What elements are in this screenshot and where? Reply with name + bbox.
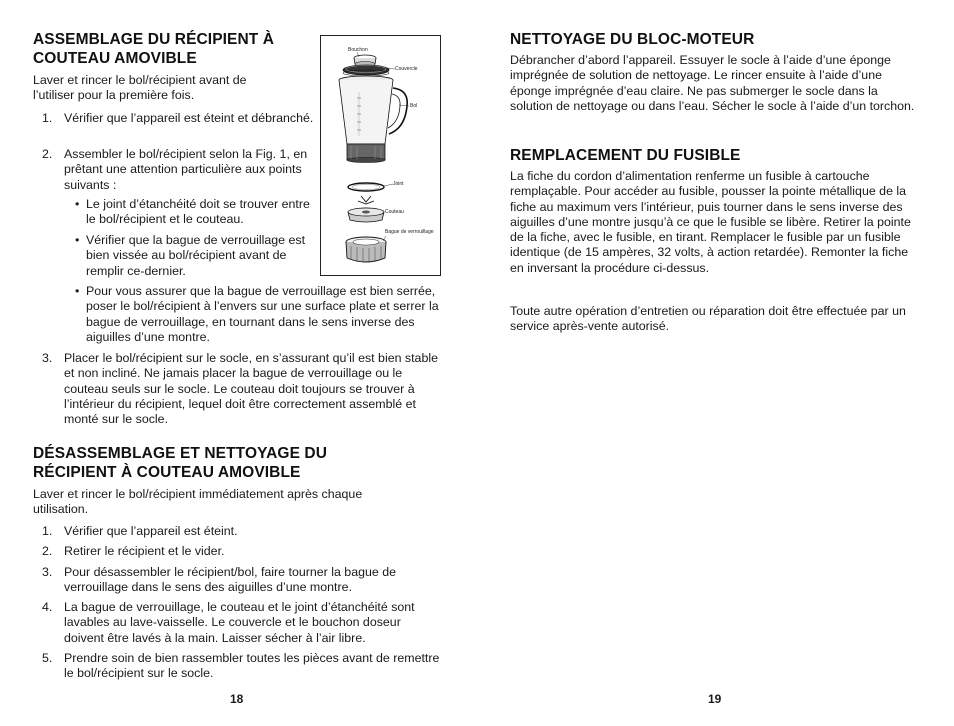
page-number-right: 19 bbox=[708, 692, 722, 706]
blender-jar-exploded-figure bbox=[320, 35, 441, 276]
assemblage-step-3 bbox=[33, 351, 443, 427]
label-couvercle: Couvercle bbox=[395, 66, 418, 72]
step-text: Placer le bol/récipient sur le socle, en s’assurant qu’il est bien stable et non incliné. Ne jamais placer la bague de verrouillage ou le couteau seuls sur le socle. Le couteau doit toujours se trouver à l’intérieur du récipient, lequel doit être correctement assemblé et monté sur le socle. bbox=[64, 351, 438, 427]
blade-shape bbox=[348, 196, 384, 222]
label-bague: Bague de verrouillage bbox=[385, 229, 434, 235]
bullet-text: Pour vous assurer que la bague de verrouillage est bien serrée, poser le bol/récipient à l’envers sur une surface plate et serrer la bague de verrouillage, en tournant dans le sens inverse des aiguilles d’une montre. bbox=[86, 284, 439, 344]
blender-exploded-illustration bbox=[321, 36, 442, 277]
label-bol: Bol bbox=[410, 103, 418, 109]
locking-ring-shape bbox=[346, 237, 386, 263]
list-item bbox=[33, 600, 443, 646]
page-number-left: 18 bbox=[230, 692, 244, 706]
jar-shape bbox=[339, 76, 407, 163]
assemblage-intro: Laver et rincer le bol/récipient avant de l’utiliser pour la première fois. bbox=[33, 73, 247, 103]
assemblage-steps bbox=[33, 111, 315, 126]
list-item bbox=[33, 147, 315, 193]
list-item bbox=[33, 111, 315, 126]
section-heading-desassemblage: DÉSASSEMBLAGE ET NETTOYAGE DU RÉCIPIENT À COUTEAU AMOVIBLE bbox=[33, 445, 328, 481]
lid-shape bbox=[343, 65, 389, 76]
label-couteau: Couteau bbox=[385, 209, 404, 215]
fusible-body: La fiche du cordon d’alimentation renferme un fusible à cartouche remplaçable. Pour accéder au fusible, pousser la pointe métallique de la fiche au maximum vers l’intérieur, puis tourner dans le sens inverse des aiguilles d’une montre jusqu’à ce que le fusible se libère. Retirer la pointe de la fiche, avec le fusible, en tirant. Remplacer le fusible par un fusible identique (de 15 ampères, 32 volts, à action retardée). Remonter la fiche en inversant la procédure ci-dessus. bbox=[510, 169, 911, 275]
list-item bbox=[75, 233, 325, 279]
step-text: Retirer le récipient et le vider. bbox=[64, 544, 225, 559]
bullet-text: Vérifier que la bague de verrouillage est bien vissée au bol/récipient avant de remplir ce-dernier. bbox=[86, 233, 306, 278]
step-text: Pour désassembler le récipient/bol, faire tourner la bague de verrouillage dans le sens des aiguilles d’une montre. bbox=[64, 564, 396, 594]
list-item bbox=[33, 565, 443, 596]
list-item bbox=[33, 651, 443, 682]
gasket-shape bbox=[348, 183, 384, 191]
list-item bbox=[33, 544, 443, 559]
list-item bbox=[75, 197, 315, 228]
section-heading-fusible: REMPLACEMENT DU FUSIBLE bbox=[510, 147, 741, 164]
label-bouchon: Bouchon bbox=[348, 47, 368, 53]
bullet-symbol: • bbox=[75, 284, 80, 298]
step-number: 5. bbox=[42, 651, 53, 666]
step-number: 4. bbox=[42, 600, 53, 615]
step-text: Assembler le bol/récipient selon la Fig. 1, en prêtant une attention particulière aux points suivants : bbox=[64, 147, 308, 192]
service-note: Toute autre opération d’entretien ou réparation doit être effectuée par un service après-vente autorisé. bbox=[510, 304, 906, 334]
desassemblage-steps bbox=[33, 524, 443, 682]
step-text: Vérifier que l’appareil est éteint et débranché. bbox=[64, 111, 314, 125]
section-heading-assemblage: ASSEMBLAGE DU RÉCIPIENT À COUTEAU AMOVIBLE bbox=[33, 31, 275, 67]
list-item bbox=[75, 284, 443, 345]
step-number: 3. bbox=[42, 564, 53, 579]
bullet-1 bbox=[75, 197, 315, 228]
step-number: 1. bbox=[42, 111, 53, 125]
bullet-symbol: • bbox=[75, 197, 80, 211]
step-text: La bague de verrouillage, le couteau et le joint d’étanchéité sont lavables au lave-vaisselle. Le couvercle et le bouchon doseur doivent être lavés à la main. Laisser sécher à l’air libre. bbox=[64, 600, 415, 645]
bullet-text: Le joint d’étanchéité doit se trouver entre le bol/récipient et le couteau. bbox=[86, 197, 310, 227]
bullet-3 bbox=[75, 284, 443, 345]
step-number: 2. bbox=[42, 544, 53, 559]
desassemblage-intro: Laver et rincer le bol/récipient immédiatement après chaque utilisation. bbox=[33, 487, 363, 517]
step-number: 3. bbox=[42, 351, 53, 365]
bullet-2 bbox=[75, 233, 325, 279]
step-number: 1. bbox=[42, 524, 53, 538]
step-text: Vérifier que l’appareil est éteint. bbox=[64, 524, 238, 538]
bullet-symbol: • bbox=[75, 233, 80, 247]
section-heading-nettoyage-moteur: NETTOYAGE DU BLOC-MOTEUR bbox=[510, 31, 755, 48]
step-number: 2. bbox=[42, 147, 53, 161]
list-item bbox=[33, 351, 443, 427]
step-text: Prendre soin de bien rassembler toutes les pièces avant de remettre le bol/récipient sur le socle. bbox=[64, 651, 440, 681]
assemblage-step-2 bbox=[33, 147, 315, 193]
list-item bbox=[33, 524, 443, 539]
label-joint: Joint bbox=[393, 181, 404, 187]
nettoyage-moteur-body: Débrancher d’abord l’appareil. Essuyer le socle à l’aide d’une éponge imprégnée de solution de nettoyage. Le rincer ensuite à l’aide d’une éponge imprégnée d’eau claire. Ne pas submerger le socle dans la solution de nettoyage ou dans l’eau. Sécher le socle à l’aide d’un torchon. bbox=[510, 53, 915, 113]
